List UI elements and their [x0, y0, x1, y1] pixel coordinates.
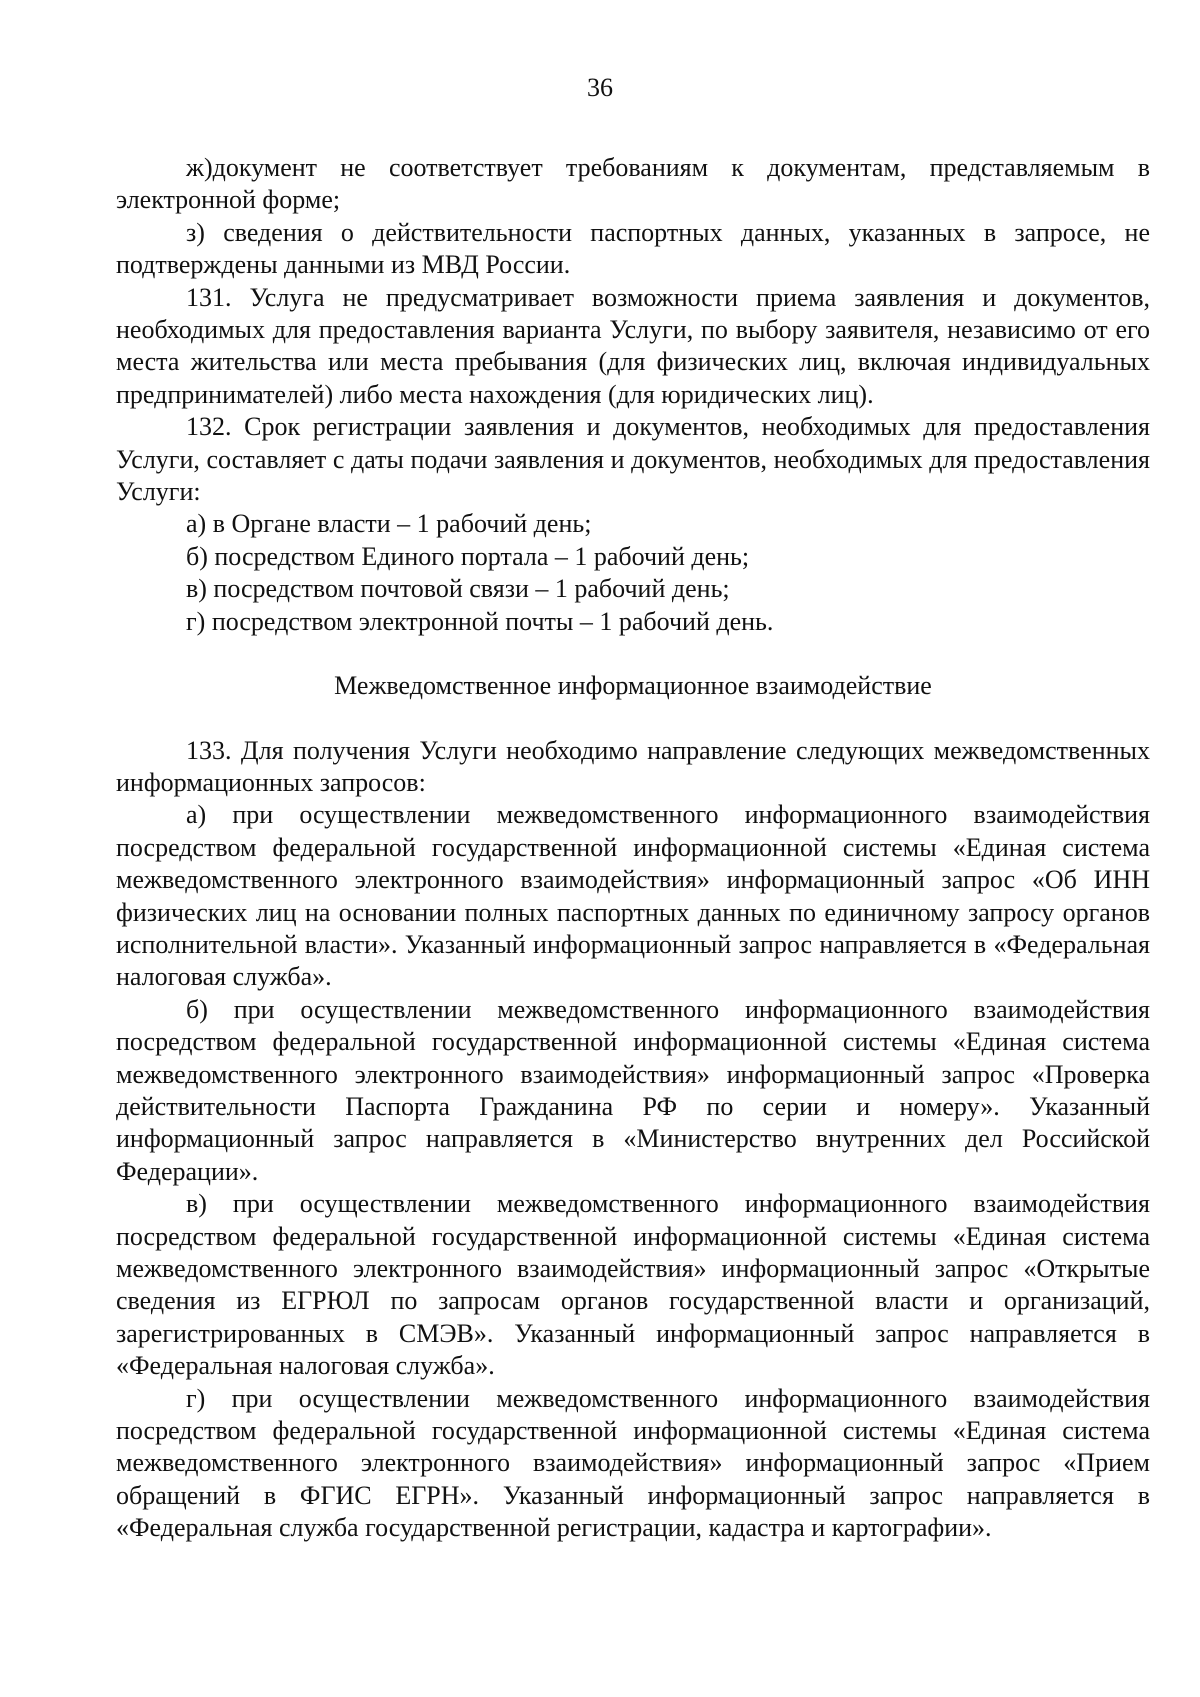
- paragraph-132: 132. Срок регистрации заявления и документов, необходимых для предоставления Услуги, составляет с даты подачи заявления и документов, необходимых для предоставления Услуги:: [116, 412, 1150, 507]
- section-heading: Межведомственное информационное взаимодействие: [334, 671, 932, 701]
- request-item-a: а) при осуществлении межведомственного информационного взаимодействия посредством федеральной государственной информационной системы «Единая система межведомственного электронного взаимодействия» информационный запрос «Об ИНН физических лиц на основании полных паспортных данных по единичному запросу органов исполнительной власти». Указанный информационный запрос направляется в «Федеральная налоговая служба».: [116, 800, 1150, 992]
- registration-term-v: в) посредством почтовой связи – 1 рабочий день;: [186, 574, 730, 604]
- request-item-b: б) при осуществлении межведомственного информационного взаимодействия посредством федеральной государственной информационной системы «Единая система межведомственного электронного взаимодействия» информационный запрос «Проверка действительности Паспорта Гражданина РФ по серии и номеру». Указанный информационный запрос направляется в «Министерство внутренних дел Российской Федерации».: [116, 994, 1150, 1186]
- registration-term-b: б) посредством Единого портала – 1 рабочий день;: [186, 541, 750, 571]
- page-number: 36: [587, 73, 613, 102]
- paragraph-133: 133. Для получения Услуги необходимо направление следующих межведомственных информационных запросов:: [116, 735, 1150, 797]
- request-item-g: г) при осуществлении межведомственного информационного взаимодействия посредством федеральной государственной информационной системы «Единая система межведомственного электронного взаимодействия» информационный запрос «Прием обращений в ФГИС ЕГРН». Указанный информационный запрос направляется в «Федеральная служба государственной регистрации, кадастра и картографии».: [116, 1383, 1150, 1543]
- registration-term-g: г) посредством электронной почты – 1 рабочий день.: [186, 606, 774, 636]
- document-body: [116, 152, 1150, 1545]
- paragraph-item-z: з) сведения о действительности паспортных данных, указанных в запросе, не подтверждены данными из МВД России.: [116, 217, 1150, 280]
- paragraph-item-zh: ж)документ не соответствует требованиям к документам, представляемым в электронной форме;: [116, 153, 1150, 215]
- paragraph-131: 131. Услуга не предусматривает возможности приема заявления и документов, необходимых для предоставления варианта Услуги, по выбору заявителя, независимо от его места жительства или места пребывания (для физических лиц, включая индивидуальных предпринимателей) либо места нахождения (для юридических лиц).: [116, 282, 1150, 409]
- request-item-v: в) при осуществлении межведомственного информационного взаимодействия посредством федеральной государственной информационной системы «Единая система межведомственного электронного взаимодействия» информационный запрос «Открытые сведения из ЕГРЮЛ по запросам органов государственной власти и организаций, зарегистрированных в СМЭВ». Указанный информационный запрос направляется в «Федеральная налоговая служба».: [116, 1189, 1150, 1381]
- registration-term-a: а) в Органе власти – 1 рабочий день;: [186, 509, 592, 539]
